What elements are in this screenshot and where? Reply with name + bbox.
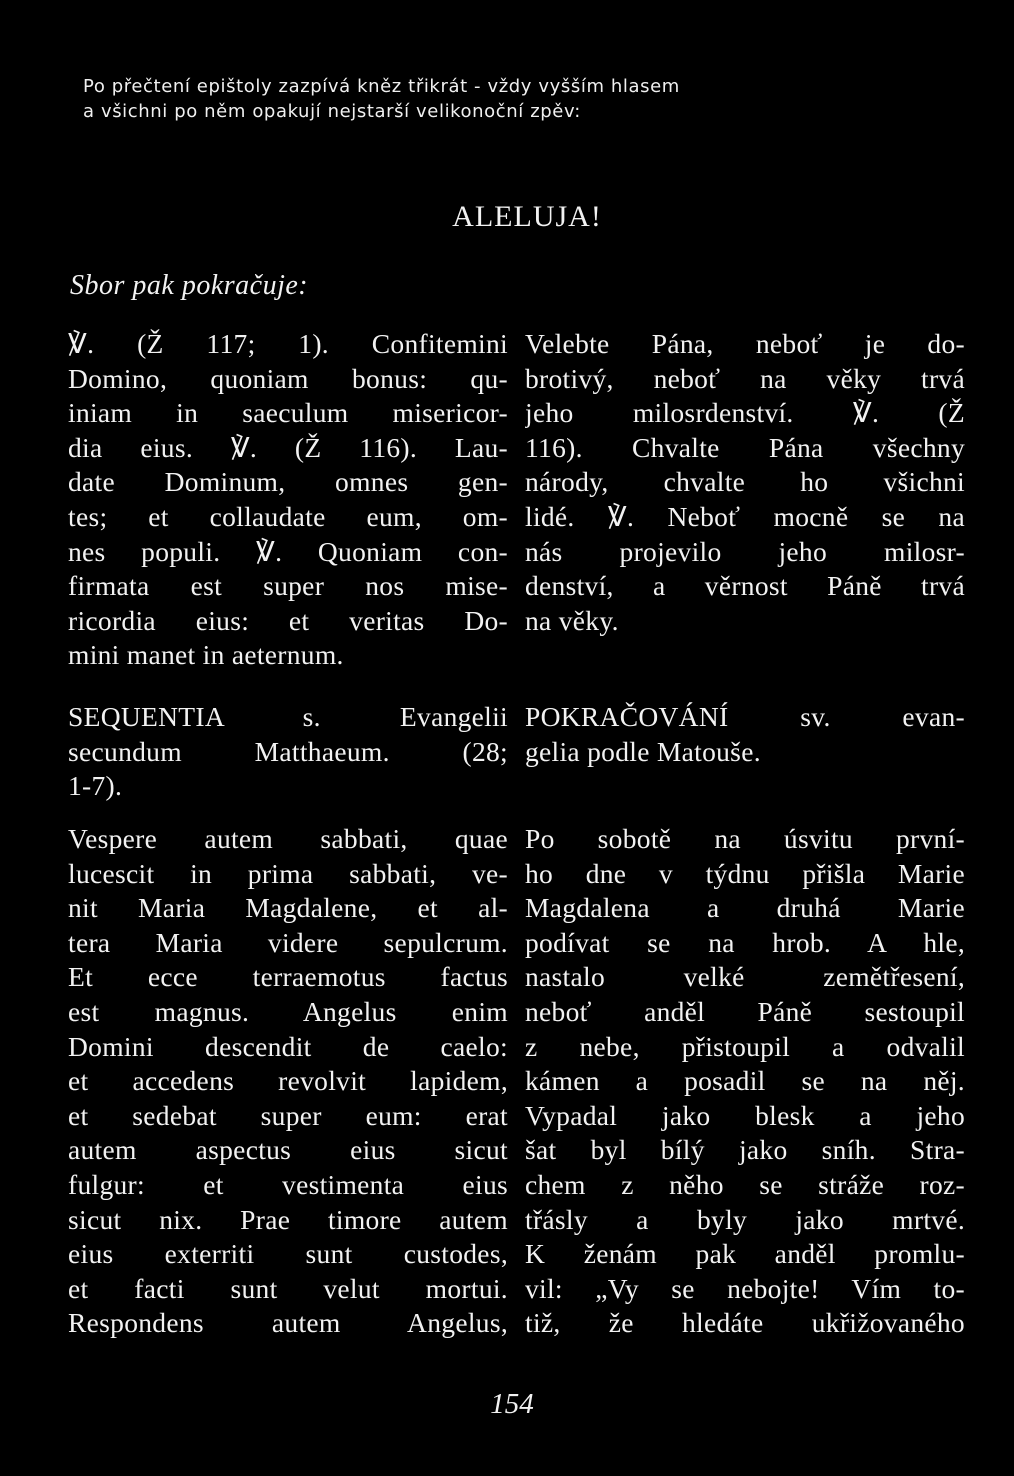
text-line: Magdalena a druhá Marie bbox=[525, 892, 965, 924]
text-line: nit Maria Magdalene, et al- bbox=[68, 892, 508, 924]
alleluia-heading: ALELUJA! bbox=[452, 200, 602, 233]
text-line: lidé. ℣. Neboť mocně se na bbox=[525, 500, 965, 532]
text-line: podívat se na hrob. A hle, bbox=[525, 926, 965, 958]
text-line: autem aspectus eius sicut bbox=[68, 1134, 508, 1166]
text-line: nes populi. ℣. Quoniam con- bbox=[68, 535, 508, 567]
text-line: Domino, quoniam bonus: qu- bbox=[68, 362, 508, 394]
text-line: denství, a věrnost Páně trvá bbox=[525, 570, 965, 602]
text-line: Et ecce terraemotus factus bbox=[68, 961, 508, 993]
text-line: z nebe, přistoupil a odvalil bbox=[525, 1030, 965, 1062]
text-line: lucescit in prima sabbati, ve- bbox=[68, 857, 508, 889]
sequence-heading-latin bbox=[68, 700, 508, 804]
text-line: Vypadal jako blesk a jeho bbox=[525, 1099, 965, 1131]
text-line: jeho milosrdenství. ℣. (Ž bbox=[525, 397, 965, 429]
sequence-heading-czech bbox=[525, 700, 965, 769]
rubric-line: a všichni po něm opakují nejstarší velikonoční zpěv: bbox=[83, 101, 581, 122]
text-line: neboť anděl Páně sestoupil bbox=[525, 995, 965, 1027]
page-number: 154 bbox=[490, 1388, 534, 1420]
text-line: Respondens autem Angelus, bbox=[68, 1307, 508, 1339]
text-line: gelia podle Matouše. bbox=[525, 735, 761, 767]
text-line: 116). Chvalte Pána všechny bbox=[525, 431, 965, 463]
text-line: tes; et collaudate eum, om- bbox=[68, 500, 508, 532]
text-line: date Dominum, omnes gen- bbox=[68, 466, 508, 498]
text-line: nás projevilo jeho milosr- bbox=[525, 535, 965, 567]
text-line: chem z něho se stráže roz- bbox=[525, 1168, 965, 1200]
text-line: kámen a posadil se na něj. bbox=[525, 1065, 965, 1097]
text-line: na věky. bbox=[525, 604, 619, 636]
text-line: brotivý, neboť na věky trvá bbox=[525, 362, 965, 394]
text-line: mini manet in aeternum. bbox=[68, 639, 344, 671]
text-line: tiž, že hledáte ukřižovaného bbox=[525, 1307, 965, 1339]
text-line: est magnus. Angelus enim bbox=[68, 995, 508, 1027]
text-line: ℣. (Ž 117; 1). Confitemini bbox=[68, 328, 508, 359]
text-line: et accedens revolvit lapidem, bbox=[68, 1065, 508, 1097]
text-line: třásly a byly jako mrtvé. bbox=[525, 1203, 965, 1235]
text-line: et facti sunt velut mortui. bbox=[68, 1272, 508, 1304]
text-line: eius exterriti sunt custodes, bbox=[68, 1238, 508, 1270]
text-line: K ženám pak anděl promlu- bbox=[525, 1238, 965, 1270]
text-line: et sedebat super eum: erat bbox=[68, 1099, 508, 1131]
text-line: SEQUENTIA s. Evangelii bbox=[68, 701, 508, 732]
rubric-line: Po přečtení epištoly zazpívá kněz třikrát - vždy vyšším hlasem bbox=[83, 76, 680, 97]
text-line: iniam in saeculum misericor- bbox=[68, 397, 508, 429]
text-line: POKRAČOVÁNÍ sv. evan- bbox=[525, 701, 965, 732]
choir-note: Sbor pak pokračuje: bbox=[70, 270, 309, 301]
text-line: firmata est super nos mise- bbox=[68, 570, 508, 602]
text-line: 1-7). bbox=[68, 770, 123, 802]
text-line: národy, chvalte ho všichni bbox=[525, 466, 965, 498]
text-line: dia eius. ℣. (Ž 116). Lau- bbox=[68, 431, 508, 463]
rubric-instruction bbox=[83, 74, 943, 124]
text-line: Vespere autem sabbati, quae bbox=[68, 823, 508, 854]
psalm-czech bbox=[525, 327, 965, 638]
text-line: Domini descendit de caelo: bbox=[68, 1030, 508, 1062]
text-line: fulgur: et vestimenta eius bbox=[68, 1168, 508, 1200]
text-line: Velebte Pána, neboť je do- bbox=[525, 328, 965, 359]
text-line: sicut nix. Prae timore autem bbox=[68, 1203, 508, 1235]
text-line: secundum Matthaeum. (28; bbox=[68, 735, 508, 767]
text-line: Po sobotě na úsvitu první- bbox=[525, 823, 965, 854]
text-line: nastalo velké zemětřesení, bbox=[525, 961, 965, 993]
gospel-latin bbox=[68, 822, 508, 1341]
psalm-latin bbox=[68, 327, 508, 673]
text-line: vil: „Vy se nebojte! Vím to- bbox=[525, 1272, 965, 1304]
gospel-czech bbox=[525, 822, 965, 1341]
text-line: tera Maria videre sepulcrum. bbox=[68, 926, 508, 958]
text-line: ho dne v týdnu přišla Marie bbox=[525, 857, 965, 889]
text-line: šat byl bílý jako sníh. Stra- bbox=[525, 1134, 965, 1166]
text-line: ricordia eius: et veritas Do- bbox=[68, 604, 508, 636]
